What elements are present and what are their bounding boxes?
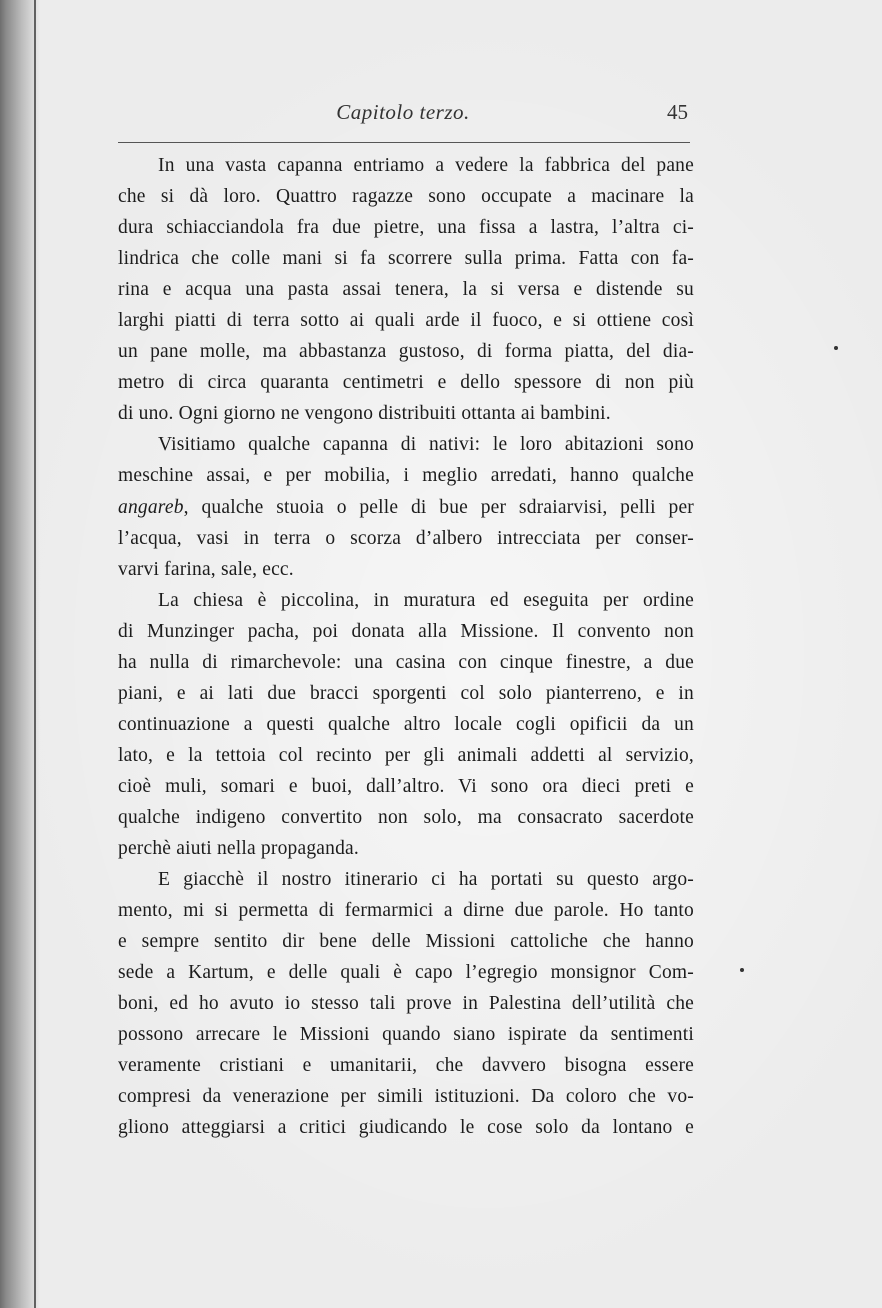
text-line: In una vasta capanna entriamo a vedere la fabbrica del pane [158,155,694,176]
body-text [118,150,694,1144]
text-line: rina e acqua una pasta assai tenera, la si versa e distende su [118,279,694,301]
text-line: veramente cristiani e umanitarii, che davvero bisogna essere [118,1055,694,1077]
running-header [118,100,688,130]
running-title: Capitolo terzo. [336,100,470,124]
print-speck [740,968,744,972]
text-line: di uno. Ogni giorno ne vengono distribuiti ottanta ai bambini. [118,403,611,425]
text-line: un pane molle, ma abbastanza gustoso, di forma piatta, del dia- [118,341,694,363]
text-line: varvi farina, sale, ecc. [118,558,294,580]
text-line: meschine assai, e per mobilia, i meglio arredati, hanno qualche [118,465,694,487]
text-line: piani, e ai lati due bracci sporgenti col solo pianterreno, e in [118,682,694,704]
spine-edge [34,0,36,1308]
text-line: continuazione a questi qualche altro locale cogli opificii da un [118,713,694,735]
italic-word: angareb [118,496,184,518]
paragraph [118,429,694,584]
text-line: lato, e la tettoia col recinto per gli animali addetti al servizio, [118,744,694,766]
text-line: perchè aiuti nella propaganda. [118,838,359,860]
text-line: lindrica che colle mani si fa scorrere sulla prima. Fatta con fa- [118,248,694,270]
text-line: La chiesa è piccolina, in muratura ed eseguita per ordine [158,589,694,611]
paragraph [118,864,694,1143]
text-line: cioè muli, somari e buoi, dall’altro. Vi sono ora dieci preti e [118,775,694,797]
text-line-rest: , qualche stuoia o pelle di bue per sdraiarvisi, pelli per [183,496,694,518]
print-speck [834,346,838,350]
text-line: di Munzinger pacha, poi donata alla Missione. Il convento non [118,620,694,642]
paragraph [118,150,694,429]
text-line: E giacchè il nostro itinerario ci ha portati su questo argo- [158,869,694,891]
text-line: compresi da venerazione per simili istituzioni. Da coloro che vo- [118,1086,694,1108]
header-rule [118,142,690,143]
text-line: sede a Kartum, e delle quali è capo l’egregio monsignor Com- [118,962,694,984]
text-line: Visitiamo qualche capanna di nativi: le loro abitazioni sono [158,434,694,456]
text-line: metro di circa quaranta centimetri e dello spessore di non più [118,372,694,394]
text-line [118,492,694,523]
text-line: larghi piatti di terra sotto ai quali arde il fuoco, e si ottiene così [118,310,694,332]
text-line: gliono atteggiarsi a critici giudicando le cose solo da lontano e [118,1117,694,1139]
text-line: boni, ed ho avuto io stesso tali prove in Palestina dell’utilità che [118,993,694,1015]
paragraph [118,585,694,864]
text-line: mento, mi si permetta di fermarmici a dirne due parole. Ho tanto [118,900,694,922]
text-line: qualche indigeno convertito non solo, ma consacrato sacerdote [118,806,694,828]
text-line: dura schiacciandola fra due pietre, una fissa a lastra, l’altra ci- [118,217,694,239]
text-line: l’acqua, vasi in terra o scorza d’albero intrecciata per conser- [118,527,694,549]
page-number: 45 [667,100,688,124]
text-line: ha nulla di rimarchevole: una casina con cinque finestre, a due [118,651,694,673]
text-line: e sempre sentito dir bene delle Missioni cattoliche che hanno [118,931,694,953]
text-line: che si dà loro. Quattro ragazze sono occupate a macinare la [118,186,694,208]
text-line: possono arrecare le Missioni quando siano ispirate da sentimenti [118,1024,694,1046]
